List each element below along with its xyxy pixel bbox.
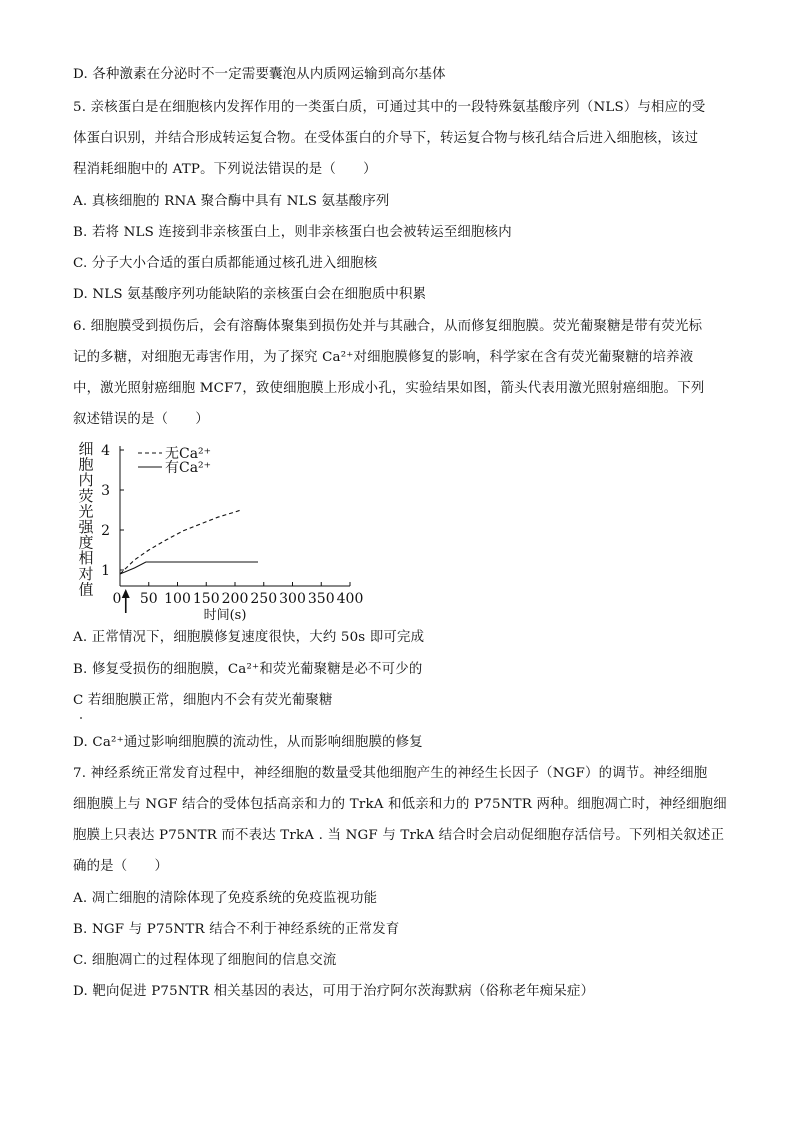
q7-option-c: C. 细胞凋亡的过程体现了细胞间的信息交流	[73, 953, 337, 968]
y-title-char: 度	[78, 533, 94, 552]
q5-stem-line-2: 体蛋白识别，并结合形成转运复合物。在受体蛋白的介导下，转运复合物与核孔结合后进入细胞核，该过	[73, 131, 699, 146]
x-tick-label: 350	[307, 591, 335, 607]
laser-arrow-icon	[122, 589, 130, 613]
q7-stem-line-1: 7. 神经系统正常发育过程中，神经细胞的数量受其他细胞产生的神经生长因子（NGF）的调节。神经细胞	[73, 766, 708, 781]
y-tick-label: 1	[101, 563, 110, 579]
y-title-char: 值	[78, 580, 94, 599]
x-axis-title: 时间(s)	[203, 608, 247, 621]
y-title-char: 强	[78, 518, 94, 536]
q7-option-b: B. NGF 与 P75NTR 结合不利于神经系统的正常发育	[73, 922, 400, 937]
y-title-char: 对	[78, 564, 94, 583]
q5-option-d: D. NLS 氨基酸序列功能缺陷的亲核蛋白会在细胞质中积累	[73, 287, 427, 302]
x-tick-label: 400	[336, 591, 364, 607]
y-tick-label: 3	[101, 483, 110, 499]
y-title-char: 光	[78, 502, 94, 521]
x-tick-label: 250	[250, 591, 278, 607]
y-title-char: 相	[78, 549, 94, 568]
y-title-char: 内	[78, 471, 94, 490]
q6-stem-line-4: 叙述错误的是（ ）	[73, 412, 209, 427]
q6-option-a: A. 正常情况下，细胞膜修复速度很快，大约 50s 即可完成	[73, 630, 425, 645]
q6-stem-line-1: 6. 细胞膜受到损伤后，会有溶酶体聚集到损伤处并与其融合，从而修复细胞膜。荧光葡聚糖是带有荧光标	[73, 319, 703, 334]
legend-label: 无Ca²⁺	[165, 446, 212, 462]
y-title-char: 荧	[78, 486, 94, 505]
x-tick-label: 150	[192, 591, 220, 607]
legend	[138, 446, 211, 476]
q6-stem-line-2: 记的多糖，对细胞无毒害作用，为了探究 Ca²⁺对细胞膜修复的影响，科学家在含有荧光葡聚糖的培养液	[73, 350, 694, 365]
q6-option-d: D. Ca²⁺通过影响细胞膜的流动性，从而影响细胞膜的修复	[73, 735, 423, 750]
series-no-ca-line	[120, 510, 241, 574]
x-tick-label: 50	[139, 591, 158, 607]
q5-stem-line-3: 程消耗细胞中的 ATP。下列说法错误的是（ ）	[73, 162, 377, 177]
q7-option-a: A. 凋亡细胞的清除体现了免疫系统的免疫监视功能	[73, 891, 378, 906]
q6-option-b: B. 修复受损伤的细胞膜，Ca²⁺和荧光葡聚糖是必不可少的	[73, 662, 423, 677]
x-tick-label: 300	[279, 591, 306, 607]
y-axis-title	[78, 440, 94, 598]
x-tick-label: 200	[221, 591, 249, 607]
y-ticks	[101, 443, 124, 579]
y-title-char: 胞	[78, 455, 94, 474]
y-tick-label: 2	[101, 523, 110, 539]
q7-stem-line-3: 胞膜上只表达 P75NTR 而不表达 TrkA . 当 NGF 与 TrkA 结合时会启动促细胞存活信号。下列相关叙述正	[73, 828, 725, 843]
fluorescence-chart	[72, 436, 372, 621]
q6-option-c: C 若细胞膜正常，细胞内不会有荧光葡聚糖	[73, 693, 333, 708]
q5-option-a: A. 真核细胞的 RNA 聚合酶中具有 NLS 氨基酸序列	[73, 194, 390, 209]
stray-dot	[80, 717, 82, 719]
q6-stem-line-3: 中，激光照射癌细胞 MCF7，致使细胞膜上形成小孔，实验结果如图，箭头代表用激光照射癌细胞。下列	[73, 381, 705, 396]
series-with-ca-line	[120, 562, 258, 574]
y-tick-label: 4	[101, 443, 110, 459]
q4-option-d: D. 各种激素在分泌时不一定需要囊泡从内质网运输到高尔基体	[73, 67, 446, 82]
q5-option-b: B. 若将 NLS 连接到非亲核蛋白上，则非亲核蛋白也会被转运至细胞核内	[73, 225, 512, 240]
q7-stem-line-4: 确的是（ ）	[73, 859, 169, 874]
q5-stem-line-1: 5. 亲核蛋白是在细胞核内发挥作用的一类蛋白质，可通过其中的一段特殊氨基酸序列（NLS）与相应的受	[73, 100, 706, 115]
legend-label: 有Ca²⁺	[165, 460, 212, 476]
q7-stem-line-2: 细胞膜上与 NGF 结合的受体包括高亲和力的 TrkA 和低亲和力的 P75NTR 两种。细胞凋亡时，神经细胞细	[73, 797, 727, 812]
x-tick-label: 0	[112, 591, 122, 607]
x-tick-label: 100	[164, 591, 191, 607]
y-title-char: 细	[78, 440, 94, 458]
q7-option-d: D. 靶向促进 P75NTR 相关基因的表达，可用于治疗阿尔茨海默病（俗称老年痴呆症）	[73, 984, 595, 999]
series-layer	[120, 510, 258, 574]
q5-option-c: C. 分子大小合适的蛋白质都能通过核孔进入细胞核	[73, 256, 378, 271]
